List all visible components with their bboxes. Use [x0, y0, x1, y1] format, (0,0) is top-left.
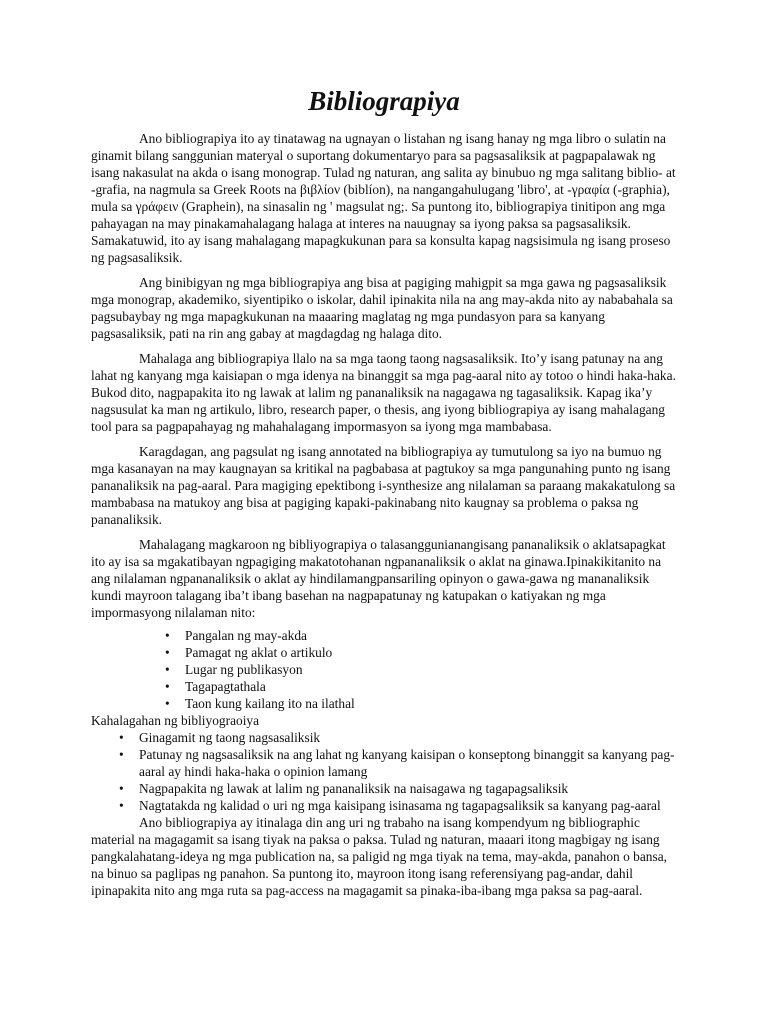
list-item: • Nagpapakita ng lawak at lalim ng pananaliksik na naisagawa ng tagapagsaliksik [139, 780, 679, 797]
list-item: • Patunay ng nagsasaliksik na ang lahat ng kanyang kaisipan o konseptong binanggit sa kanyang pag-aaral ay hindi haka-haka o opinion lamang [139, 746, 679, 780]
importance-list [139, 729, 679, 814]
paragraph: Ang binibigyan ng mga bibliograpiya ang bisa at pagiging mahigpit sa mga gawa ng pagsasaliksik mga monograp, akademiko, siyentipiko o iskolar, dahil ipinakita nila na ang may-akda nito ay nababahala sa pagsubaybay ng mga mapagkukunan na maaaring maglatag ng mga pundasyon para sa kanyang pagsasaliksik, pati na rin ang gabay at magdagdag ng halaga dito. [91, 275, 673, 341]
bibliography-elements-list [185, 627, 679, 712]
document-title: Bibliograpiya [308, 86, 460, 116]
paragraph: Mahalaga ang bibliograpiya llalo na sa mga taong taong nagsasaliksik. Ito’y isang patunay na ang lahat ng kanyang mga kaisiapan o mga idenya na binanggit sa mga pag-aaral nito ay totoo o hindi haka-haka. Bukod dito, nagpapakita ito ng lawak at lalim ng pananaliksik na nagagawa ng tagasaliksik. Kapag ika’y nagsusulat ka man ng artikulo, libro, research paper, o thesis, ang iyong bibliograpiya ay isang mahalagang tool para sa pagpapahayag ng mahahalagang impormasyon sa iyong mga mambabasa. [91, 351, 676, 434]
list-item: • Pangalan ng may-akda [185, 627, 679, 644]
list-item: • Taon kung kailang ito na ilathal [185, 695, 679, 712]
list-item: • Pamagat ng aklat o artikulo [185, 644, 679, 661]
final-paragraph: Ano bibliograpiya ay itinalaga din ang uri ng trabaho na isang kompendyum ng bibliographic material na magagamit sa isang tiyak na paksa o paksa. Tulad ng naturan, maaari itong magbigay ng isang pangkalahatang-ideya ng mga publication na, sa paligid ng mga tiyak na tema, may-akda, panahon o bansa, na binuo sa paglipas ng panahon. Sa puntong ito, mayroon itong isang referensiyang pag-andar, dahil ipinapakita nito ang mga ruta sa pag-access na magagamit sa pinaka-iba-ibang mga paksa sa pag-aaral. [91, 815, 667, 898]
list-item: • Nagtatakda ng kalidad o uri ng mga kaisipang isinasama ng tagapagsaliksik sa kanyang pag-aaral [139, 797, 679, 814]
paragraph: Mahalagang magkaroon ng bibliyograpiya o talasanggunianangisang pananaliksik o aklatsapagkat ito ay isa sa mgakatibayan ngpagiging makatotohanan ngpananaliksik o aklat na ginawa.Ipinakikitanito na ang nilalaman ngpananaliksik o aklat ay hindilamangpansariling opinyon o gawa-gawa ng mananaliksik kundi mayroon talagang iba’t ibang basehan na nagpapatunay ng katupakan o katiyakan ng mga impormasyong nilalaman nito: [91, 537, 666, 620]
document-body [91, 130, 679, 899]
paragraph: Karagdagan, ang pagsulat ng isang annotated na bibliograpiya ay tumutulong sa iyo na bumuo ng mga kasanayan na may kaugnayan sa kritikal na pagbabasa at pagtukoy sa mga pangunahing punto ng isang pananaliksik na pag-aaral. Para magiging epektibong i-synthesize ang nilalaman sa paraang makakatulong sa mambabasa na matukoy ang bisa at pagiging kapaki-pakinabang nito kaugnay sa problema o paksa ng pananaliksik. [91, 444, 676, 527]
paragraph: Ano bibliograpiya ito ay tinatawag na ugnayan o listahan ng isang hanay ng mga libro o sulatin na ginamit bilang sanggunian materyal o suportang dokumentaryo para sa pagsasaliksik at pagpapalawak ng isang nakasulat na akda o isang monograp. Tulad ng naturan, ang salita ay binubuo ng mga salitang biblio- at -grafia, na nagmula sa Greek Roots na βιβλίον (biblíon), na nangangahulugang 'libro', at -γραφία (-graphia), mula sa γράφειν (Graphein), na sinasalin ng ' magsulat ng;. Sa puntong ito, bibliograpiya tinitipon ang mga pahayagan na may pinakamahalagang halaga at interes na nauugnay sa iyong paksa sa pagsasaliksik. Samakatuwid, ito ay isang mahalagang mapagkukunan para sa konsulta kapag nagsisimula ng isang proseso ng pagsasaliksik. [91, 131, 676, 265]
list-item: • Ginagamit ng taong nagsasaliksik [139, 729, 679, 746]
section-subheading: Kahalagahan ng bibliyograoiya [91, 713, 260, 728]
list-item: • Tagapagtathala [185, 678, 679, 695]
list-item: • Lugar ng publikasyon [185, 661, 679, 678]
